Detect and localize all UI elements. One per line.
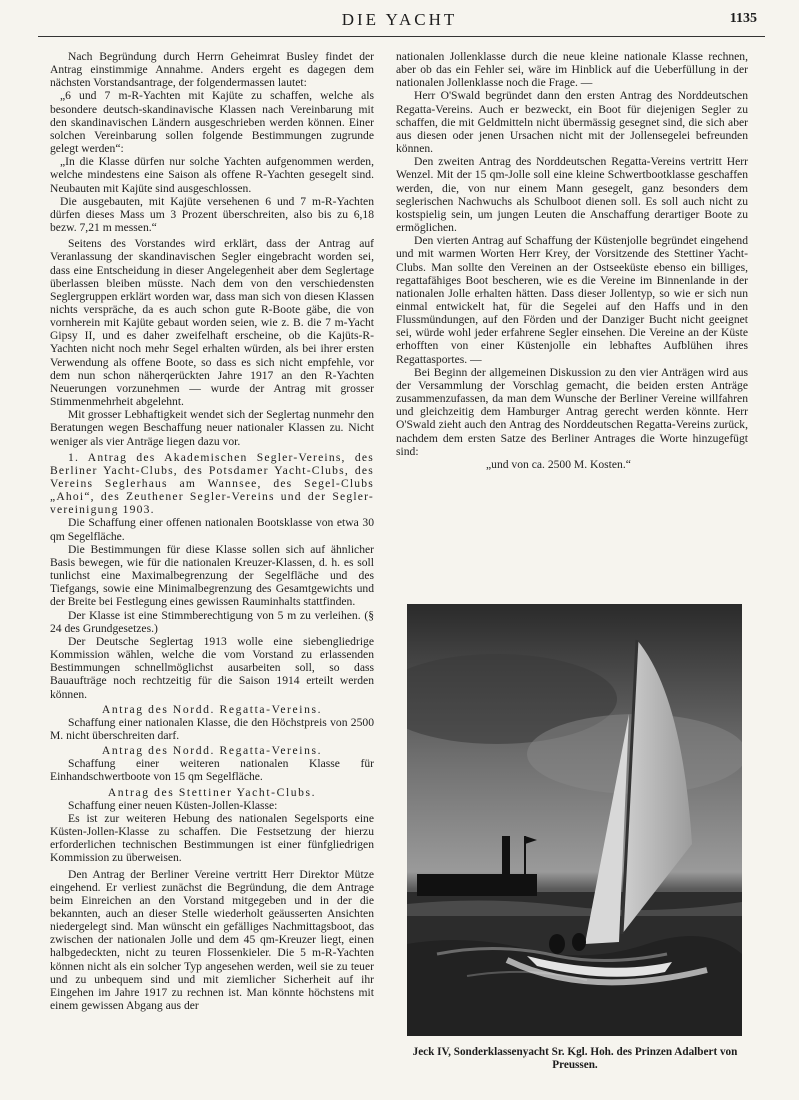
running-title: DIE YACHT	[341, 10, 458, 29]
paragraph: Herr O'Swald begründet dann den ersten Antrag des Norddeutschen Regatta-Vereins. Auch er bezweckt, ein Boot für diejenigen Segler zu schaffen, die mit Geldmitteln nicht übermässig gesegnet sind, die sich aber aus diesen oder jenen Ursachen nicht mit der Jollensegelei befreunden können.	[396, 89, 748, 156]
sailing-yacht-photo	[407, 604, 742, 1036]
motion-text: Schaffung einer nationalen Klasse, die den Höchstpreis von 2500 M. nicht überschreiten darf.	[50, 715, 374, 742]
quoted-rule: „In die Klasse dürfen nur solche Yachten aufgenommen werden, welche mindestens eine Saison als offene R-Yachten gesegelt sind. Neubauten mit Kajüte sind ausgeschlossen.	[50, 155, 374, 195]
motion-text: Die Bestimmungen für diese Klasse sollen sich auf ähnlicher Basis bewegen, wie für die nationalen Kreuzer-Klassen, d. h. es soll tunlichst eine Maximalbegrenzung der Segelfläche und des Tiefgangs, sowie eine Minimalbegrenzung des Gesamtgewichts und der Breite bei Festlegung eines gewissen Rauminhalts stattfinden.	[50, 542, 374, 609]
paragraph: Bei Beginn der allgemeinen Diskussion zu den vier Anträgen wird aus der Versammlung der Vorschlag gemacht, die beiden ersten Anträge zusammenzufassen, da man dem Wunsche der Berliner Vereine willfahren und gleichzeitig dem Hamburger Antrag gerecht werden könnte. Herr O'Swald zieht auch den Antrag des Norddeutschen Regatta-Vereins zurück, nachdem dem ersten Satze des Berliner Antrages die Worte hinzugefügt sind:	[396, 365, 748, 458]
motion-heading: Antrag des Nordd. Regatta-Vereins.	[101, 702, 323, 716]
paragraph: Den Antrag der Berliner Vereine vertritt Herr Direktor Mütze eingehend. Er verliest zunächst die Begründung, die dem Antrage beim Einreichen an den Vorstand mitgegeben und in der die bekannten, auch an dieser Stelle wiederholt geäusserten Ansichten niedergelegt sind. Man wünscht ein gefälliges Nachmittagsboot, das zwischen der nationalen Jolle und dem 45 qm-Kreuzer liegt, einen halbgedeckten, nicht zu teuren Flossenkieler. Die 5 m-R-Yachten können nicht als ein solcher Typ angesehen werden, weil sie zu teuer und zu unbequem sind und mit ziemlicher Sicherheit auf ihr Eingehen im Jahre 1917 zu rechnen ist. Man könnte höchstens mit einem gewissen Abgang aus der	[50, 867, 374, 1013]
paragraph: nationalen Jollenklasse durch die neue kleine nationale Klasse rechnen, aber ob das ein Fehler sei, wäre im Hinblick auf die Ueberfüllung in der nationalen Jollenklasse noch die Frage. —	[396, 50, 748, 90]
page-number: 1135	[729, 11, 757, 26]
quoted-motion: „6 und 7 m-R-Yachten mit Kajüte zu schaffen, welche als besondere deutsch-skandinavische Klassen nach Vereinbarung mit den skandinavischen Ländern ausgeschrieben werden können. Einer solchen Vereinbarung sollen folgende Bestimmungen zugrunde gelegt werden“:	[50, 89, 374, 156]
motion-heading: Antrag des Stettiner Yacht-Clubs.	[107, 785, 317, 799]
motion-heading: Antrag des Nordd. Regatta-Vereins.	[101, 744, 323, 758]
header-rule	[38, 36, 765, 37]
quoted-addition: „und von ca. 2500 M. Kosten.“	[486, 457, 631, 471]
paragraph: Mit grosser Lebhaftigkeit wendet sich der Seglertag nunmehr den Beratungen wegen Beschaffung neuer nationaler Klassen zu. Nicht weniger als vier Anträge liegen dazu vor.	[50, 408, 374, 448]
paragraph: Den zweiten Antrag des Norddeutschen Regatta-Vereins vertritt Herr Wenzel. Mit der 15 qm-Jolle soll eine kleine Schwertbootklasse geschaffen werden, die, von nur einem Mann gesegelt, ganz besonders dem seglerischen Nachwuchs als Schulboot dienen soll. Es soll auch nicht zu kostspielig sein, um jungen Leuten die Anschaffung derartiger Boote zu ermöglichen.	[396, 155, 748, 235]
motion-text: Der Klasse ist eine Stimmberechtigung von 5 m zu verleihen. (§ 24 des Grundgesetzes.)	[50, 608, 374, 635]
motion-text: Die Schaffung einer offenen nationalen Bootsklasse von etwa 30 qm Segelfläche.	[50, 516, 374, 543]
motion-text: Schaffung einer neuen Küsten-Jollen-Klasse:	[68, 798, 278, 812]
paragraph: Seitens des Vorstandes wird erklärt, dass der Antrag auf Veranlassung der skandinavischen Segler eingebracht worden sei, dass eine Entscheidung in dieser Angelegenheit aber dem Seglertage überlassen bleiben müsste. Nach dem von den verschiedensten Seglergruppen erklärt worden war, dass man sich von diesen Klassen nichts verspräche, da es auch schon gute R-Boote gäbe, die von vornherein mit Kajüte gebaut worden seien, wie z. B. die 7 m-Yacht Gipsy II, und es daher zweifelhaft erscheine, ob die Kajüts-R-Yachten nicht noch mehr Segel erhalten würden, als bei ihrer ersten Verwendung als offene Boote, so dass es sich nicht empfehle, vor dem nun schon näherqerückten Jahre 1917 an den R-Yachten Neuerungen vorzunehmen — wurde der Antrag mit grosser Stimmenmehrheit abgelehnt.	[50, 237, 374, 409]
photo-caption: Jeck IV, Sonderklassenyacht Sr. Kgl. Hoh. des Prinzen Adalbert von Preussen.	[412, 1046, 738, 1071]
motion-text: Der Deutsche Seglertag 1913 wolle eine siebengliedrige Kommission wählen, welche die vom Vorstand zu erlassenden Bestimmungen schnellmöglichst ausarbeiten soll, so dass Bauaufträge noch rechtzeitig für die Saison 1914 erteilt werden können.	[50, 634, 374, 701]
right-column	[396, 50, 748, 471]
paragraph: Den vierten Antrag auf Schaffung der Küstenjolle begründet eingehend und mit warmen Worten Herr Krey, der Vorsitzende des Stettiner Yacht-Clubs. Man sollte den Vereinen an der Ostseeküste ebenso ein billiges, regattafähiges Boot bescheren, wie es die Vereine im Binnenlande in der nationalen Jolle erhalten hätten. Dass dieser Jollentyp, so wie er sich nun einmal entwickelt hat, für die Segelei auf den Haffs und in den Flussmündungen, auf den Förden und der Danziger Bucht nicht geeignet sei, würde wohl jeder erfahrene Segler einsehen. Die Vereine an der Küste erhofften von einer Küstenjolle ein lebhaftes Aufblühen ihres Regattasportes. —	[396, 234, 748, 366]
motion-heading: 1. Antrag des Akademischen Segler-Vereins, des Berliner Yacht-Clubs, des Potsdamer Yacht-Clubs, des Vereins Seglerhaus am Wannsee, des Segel-Clubs „Ahoi“, des Zeuthener Segler-Vereins und der Segler-vereinigung 1903.	[50, 450, 374, 517]
left-column	[50, 50, 374, 1012]
paragraph: Nach Begründung durch Herrn Geheimrat Busley findet der Antrag einstimmige Annahme. Anders ergeht es dagegen dem nächsten Vorstandsantrage, der folgendermassen lautet:	[50, 50, 374, 90]
motion-text: Es ist zur weiteren Hebung des nationalen Segelsports eine Küsten-Jollen-Klasse zu schaffen. Die Festsetzung der hierzu erforderlichen technischen Bestimmungen ist einer fünfgliedrigen Kommission zu überweisen.	[50, 811, 374, 865]
quoted-rule: Die ausgebauten, mit Kajüte versehenen 6 und 7 m-R-Yachten dürfen dieses Mass um 3 Prozent überschreiten, also bis zu 6,18 bezw. 7,21 m messen.“	[50, 194, 374, 235]
motion-text: Schaffung einer weiteren nationalen Klasse für Einhandschwertboote von 15 qm Segelfläche.	[50, 757, 374, 784]
